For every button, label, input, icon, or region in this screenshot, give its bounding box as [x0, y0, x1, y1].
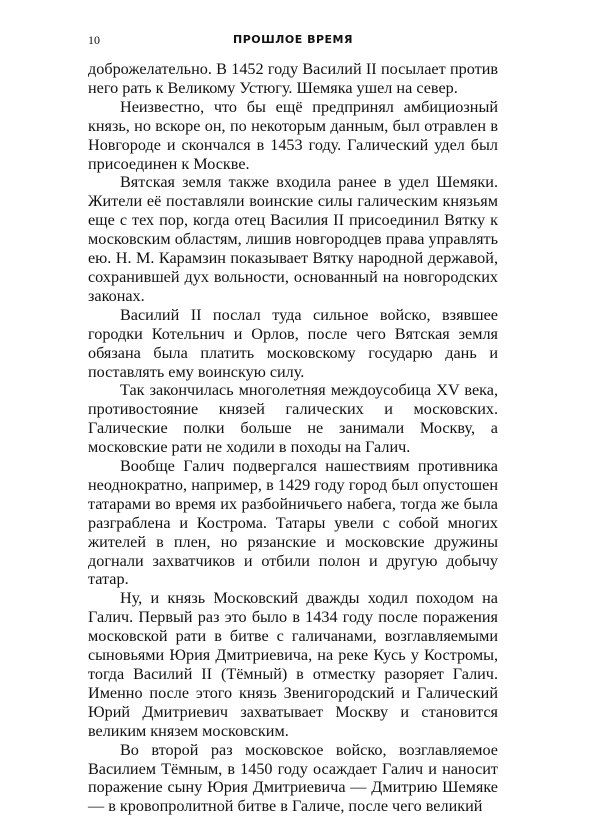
- paragraph: Василий II послал туда сильное войско, взявшее городки Котельнич и Орлов, после чего Вятская земля обязана была платить московскому государю дань и поставлять ему воинскую силу.: [88, 305, 498, 381]
- paragraph: Неизвестно, что бы ещё предпринял амбициозный князь, но вскоре он, по некоторым данным, был отравлен в Новгороде и скончался в 1453 году. Галический удел был присоединен к Москве.: [88, 97, 498, 173]
- paragraph: Во второй раз московское войско, возглавляемое Василием Тёмным, в 1450 году осаждает Галич и наносит поражение сыну Юрия Дмитриевича — Дмитрию Шемяке — в кровопролитной битве в Галиче, после чего великий: [88, 740, 498, 816]
- body-text: [88, 60, 498, 816]
- running-head: [88, 33, 498, 53]
- paragraph: Вятская земля также входила ранее в удел Шемяки. Жители её поставляли воинские силы галическим князьям еще с тех пор, когда отец Василия II присоединил Вятку к московским областям, лишив новгородцев права управлять ею. Н. М. Карамзин показывает Вятку народной державой, сохранившей дух вольности, основанный на новгородских законах.: [88, 173, 498, 305]
- page-number: 10: [88, 33, 100, 47]
- paragraph: Вообще Галич подвергался нашествиям противника неоднократно, например, в 1429 году город был опустошен татарами во время их разбойничьего набега, тогда же была разграблена и Кострома. Татары увели с собой многих жителей в плен, но рязанские и московские дружины догнали захватчиков и отбили полон и другую добычу татар.: [88, 457, 498, 589]
- paragraph: Ну, и князь Московский дважды ходил походом на Галич. Первый раз это было в 1434 году после поражения московской рати в битве с галичанами, возглавляемыми сыновьями Юрия Дмитриевича, на реке Кусь у Костромы, тогда Василий II (Тёмный) в отместку разоряет Галич. Именно после этого князь Звенигородский и Галический Юрий Дмитриевич захватывает Москву и становится великим князем московским.: [88, 589, 498, 740]
- paragraph-continued: доброжелательно. В 1452 году Василий II посылает против него рать к Великому Устюгу. Шемяка ушел на север.: [88, 60, 498, 97]
- paragraph: Так закончилась многолетняя междоусобица XV века, противостояние князей галических и московских. Галические полки больше не занимали Москву, а московские рати не ходили в походы на Галич.: [88, 381, 498, 457]
- running-title: ПРОШЛОЕ ВРЕМЯ: [233, 33, 353, 46]
